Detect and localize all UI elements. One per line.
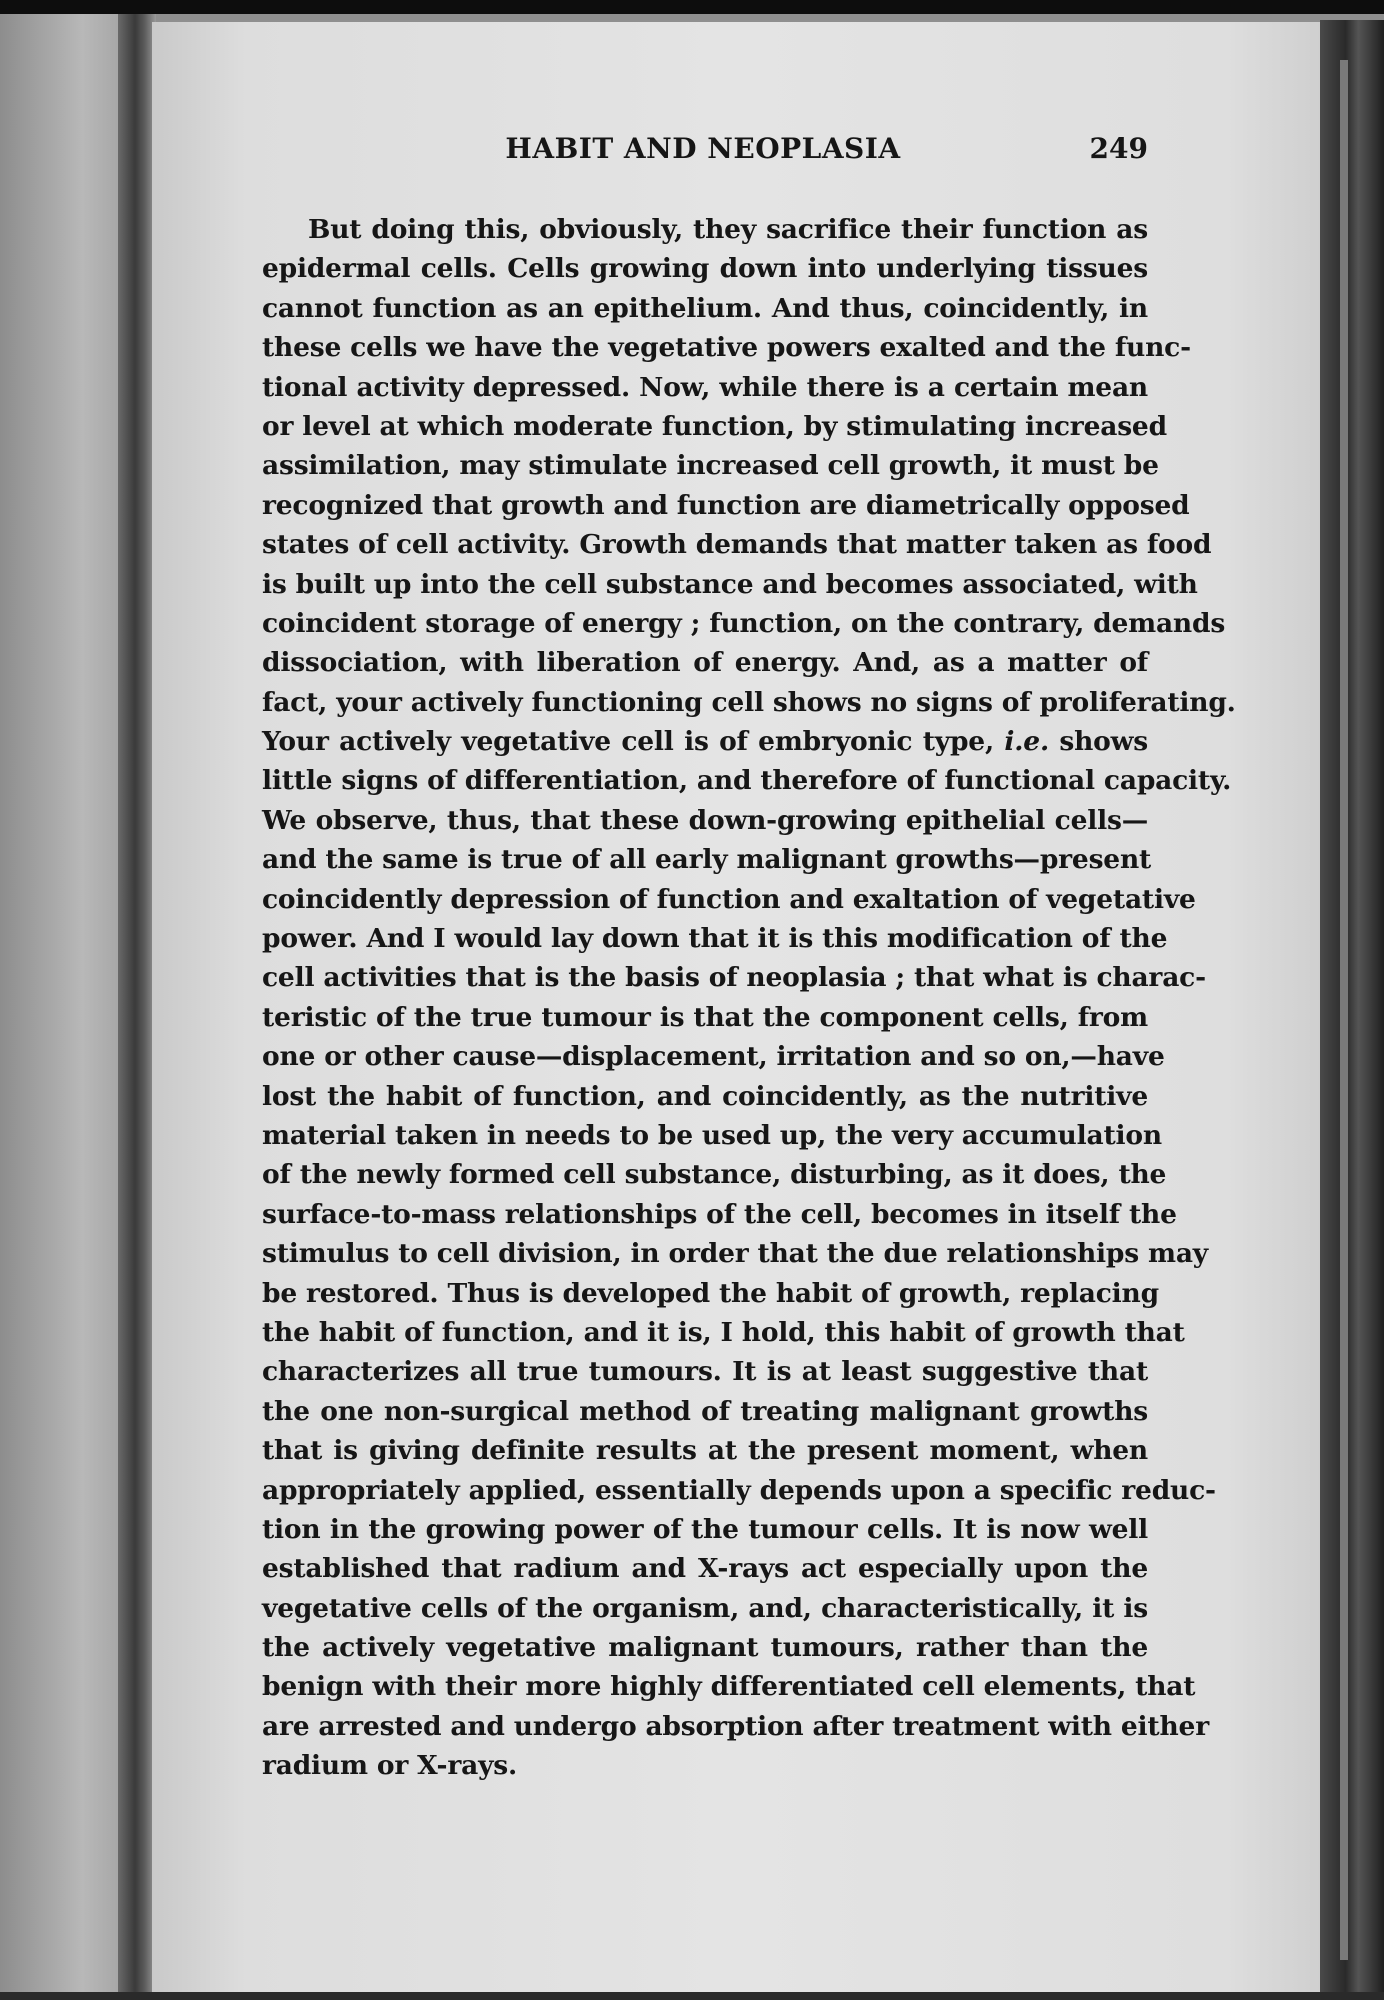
text-line: coincident storage of energy ; function, on the contrary, demands [262, 607, 1226, 639]
text-line: Your actively vegetative cell is of embryonic type, i.e. shows [262, 726, 1148, 758]
text-line: little signs of differentiation, and therefore of functional capacity. [262, 765, 1232, 797]
text-line: these cells we have the vegetative powers exalted and the func- [262, 332, 1191, 364]
text-line: the actively vegetative malignant tumours, rather than the [262, 1632, 1148, 1664]
text-line: power. And I would lay down that it is this modification of the [262, 923, 1168, 955]
page-edge-stripe [1340, 60, 1348, 1960]
text-line: tional activity depressed. Now, while there is a certain mean [262, 371, 1148, 403]
running-title: HABIT AND NEOPLASIA [505, 132, 901, 165]
text-line: But doing this, obviously, they sacrifice their function as [308, 214, 1148, 245]
text-line: appropriately applied, essentially depends upon a specific reduc- [262, 1474, 1216, 1506]
running-head [258, 132, 1148, 180]
text-line: and the same is true of all early malignant growths—present [262, 844, 1152, 876]
text-line: teristic of the true tumour is that the component cells, from [262, 1001, 1148, 1033]
text-line: lost the habit of function, and coincidently, as the nutritive [262, 1080, 1148, 1112]
text-line: characterizes all true tumours. It is at least suggestive that [262, 1356, 1148, 1388]
text-line: the habit of function, and it is, I hold, this habit of growth that [262, 1316, 1185, 1348]
text-line: fact, your actively functioning cell shows no signs of proliferating. [262, 686, 1236, 718]
text-line: be restored. Thus is developed the habit of growth, replacing [262, 1277, 1159, 1309]
text-line: dissociation, with liberation of energy. And, as a matter of [262, 647, 1148, 679]
text-line: vegetative cells of the organism, and, characteristically, it is [262, 1592, 1148, 1624]
text-line: tion in the growing power of the tumour cells. It is now well [262, 1513, 1148, 1545]
page-number: 249 [1089, 132, 1148, 165]
text-line: are arrested and undergo absorption after treatment with either [262, 1710, 1209, 1742]
text-line: radium or X-rays. [262, 1750, 518, 1782]
text-line: stimulus to cell division, in order that the due relationships may [262, 1238, 1208, 1270]
text-line: of the newly formed cell substance, disturbing, as it does, the [262, 1159, 1167, 1191]
page-stack-edge [1320, 20, 1384, 1995]
text-line: material taken in needs to be used up, the very accumulation [262, 1119, 1162, 1151]
text-line: surface-to-mass relationships of the cell, becomes in itself the [262, 1198, 1177, 1230]
text-line: or level at which moderate function, by stimulating increased [262, 410, 1167, 442]
text-line: epidermal cells. Cells growing down into underlying tissues [262, 253, 1148, 285]
text-line: established that radium and X-rays act especially upon the [262, 1553, 1148, 1585]
text-line: that is giving definite results at the present moment, when [262, 1435, 1148, 1467]
text-line: one or other cause—displacement, irritation and so on,—have [262, 1041, 1165, 1073]
text-line: the one non-surgical method of treating malignant growths [262, 1395, 1148, 1427]
body-paragraph [262, 210, 1236, 1786]
book-gutter [118, 14, 156, 2000]
text-line: assimilation, may stimulate increased cell growth, it must be [262, 450, 1159, 482]
text-line: cannot function as an epithelium. And thus, coincidently, in [262, 292, 1148, 324]
text-line: cell activities that is the basis of neoplasia ; that what is charac- [262, 962, 1206, 994]
text-line: is built up into the cell substance and becomes associated, with [262, 568, 1198, 600]
text-line: recognized that growth and function are diametrically opposed [262, 489, 1190, 521]
text-line: We observe, thus, that these down-growing epithelial cells— [262, 804, 1148, 836]
text-line: coincidently depression of function and exaltation of vegetative [262, 883, 1196, 915]
text-line: benign with their more highly differentiated cell elements, that [262, 1671, 1196, 1703]
text-line: states of cell activity. Growth demands that matter taken as food [262, 529, 1212, 561]
